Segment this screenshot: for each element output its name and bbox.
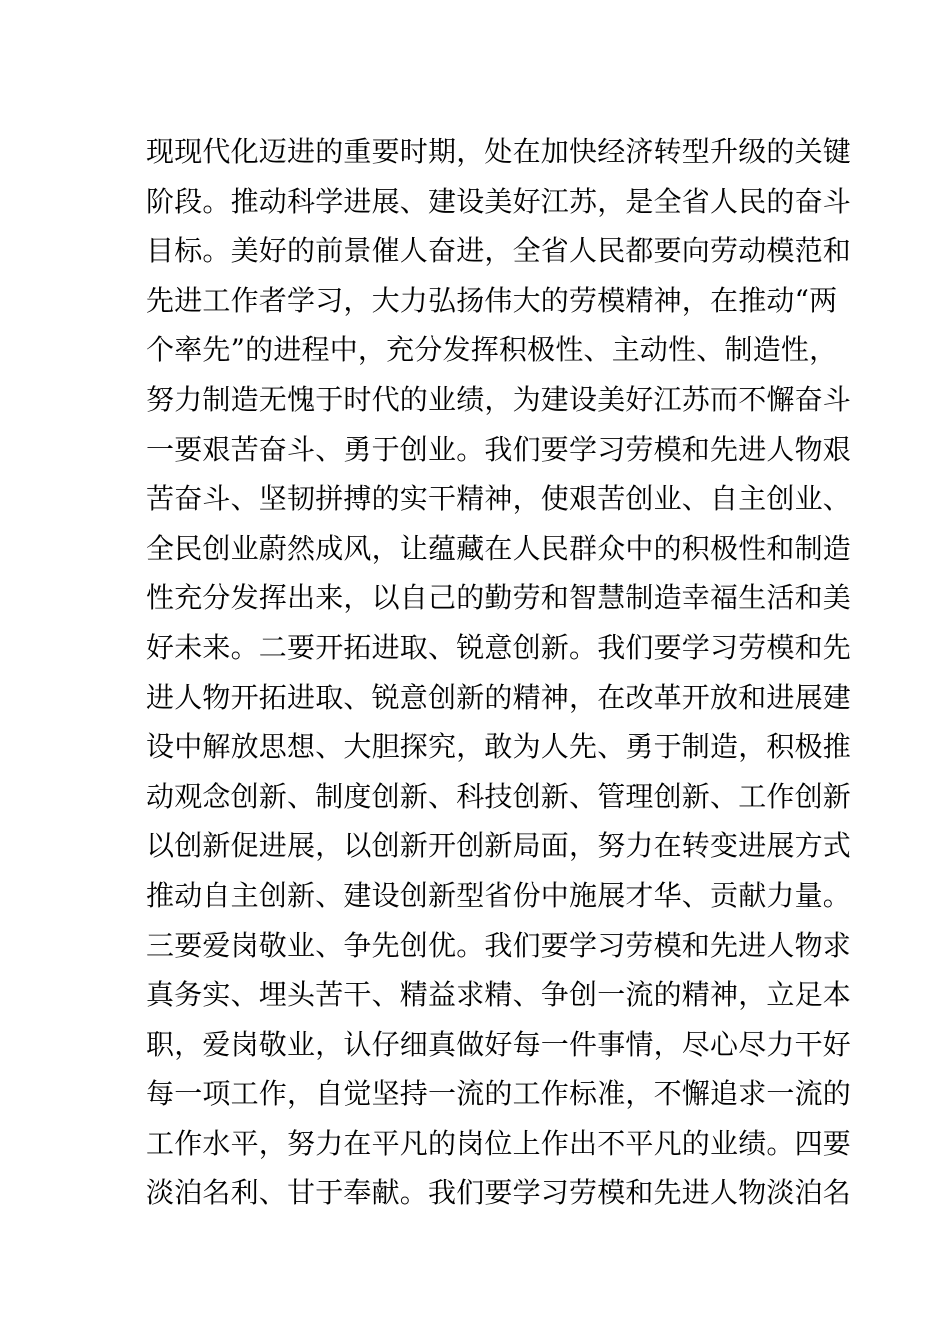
text-line: 苦奋斗、坚韧拼搏的实干精神，使艰苦创业、自主创业、 (146, 482, 852, 516)
text-line: 每一项工作，自觉坚持一流的工作标准，不懈追求一流的 (146, 1077, 852, 1111)
body-text (146, 127, 852, 1218)
text-line: 职，爱岗敬业，认仔细真做好每一件事情，尽心尽力干好 (146, 1027, 852, 1061)
text-line: 现现代化迈进的重要时期，处在加快经济转型升级的关键 (146, 135, 852, 168)
text-line: 动观念创新、制度创新、科技创新、管理创新、工作创新 (146, 779, 852, 813)
text-line: 好未来。二要开拓进取、锐意创新。我们要学习劳模和先 (146, 630, 852, 664)
text-line: 真务实、埋头苦干、精益求精、争创一流的精神，立足本 (146, 978, 852, 1012)
text-line: 目标。美好的前景催人奋进，全省人民都要向劳动模范和 (146, 234, 852, 268)
text-line: 进人物开拓进取、锐意创新的精神，在改革开放和进展建 (146, 680, 852, 714)
text-line: 设中解放思想、大胆探究，敢为人先、勇于制造，积极推 (146, 730, 852, 764)
text-line: 工作水平，努力在平凡的岗位上作出不平凡的业绩。四要 (146, 1126, 852, 1160)
text-line: 推动自主创新、建设创新型省份中施展才华、贡献力量。 (146, 878, 852, 912)
text-line: 一要艰苦奋斗、勇于创业。我们要学习劳模和先进人物艰 (146, 432, 852, 466)
text-line: 先进工作者学习，大力弘扬伟大的劳模精神，在推动“两 (146, 283, 838, 317)
text-line: 三要爱岗敬业、争先创优。我们要学习劳模和先进人物求 (146, 928, 852, 962)
text-line: 个率先”的进程中，充分发挥积极性、主动性、制造性， (146, 333, 838, 367)
text-line: 以创新促进展，以创新开创新局面，努力在转变进展方式 (146, 829, 852, 863)
text-line: 性充分发挥出来，以自己的勤劳和智慧制造幸福生活和美 (146, 581, 852, 615)
text-line: 淡泊名利、甘于奉献。我们要学习劳模和先进人物淡泊名 (146, 1176, 852, 1210)
text-line: 阶段。推动科学进展、建设美好江苏，是全省人民的奋斗 (146, 184, 852, 218)
text-line: 全民创业蔚然成风，让蕴藏在人民群众中的积极性和制造 (146, 531, 852, 565)
text-line: 努力制造无愧于时代的业绩，为建设美好江苏而不懈奋斗 (146, 382, 852, 416)
